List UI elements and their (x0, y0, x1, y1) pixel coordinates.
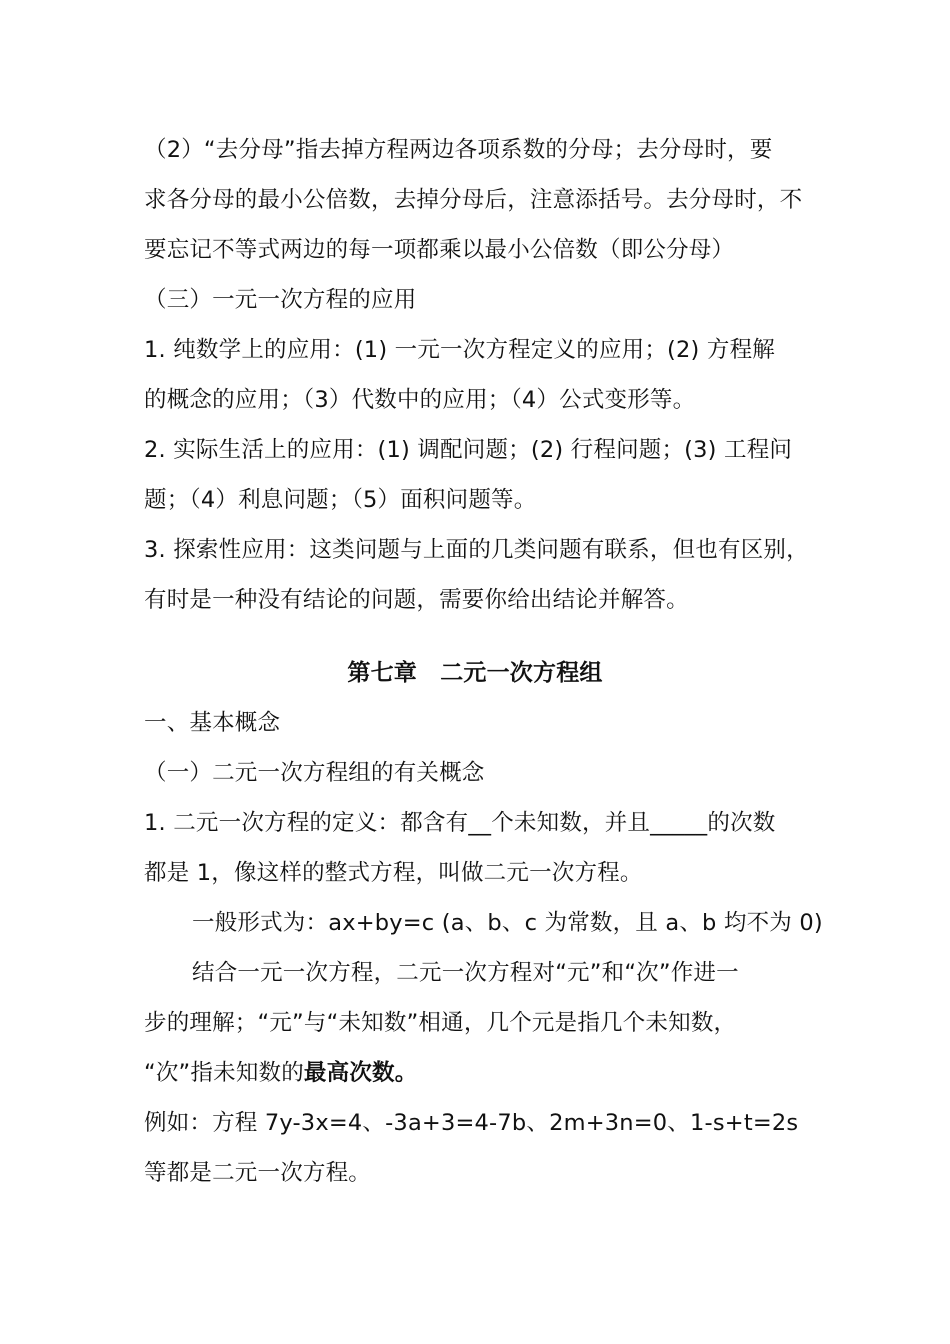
example-line: 例如：方程 7y-3x=4、-3a+3=4-7b、2m+3n=0、1-s+t=2s (144, 1110, 799, 1136)
explanation-line: 结合一元一次方程，二元一次方程对“元”和“次”作进一 (192, 960, 739, 986)
subsection-heading: （三）一元一次方程的应用 (144, 287, 417, 313)
section-title: 一、基本概念 (144, 710, 281, 736)
general-form-line: 一般形式为：ax+by=c (a、b、c 为常数，且 a、b 均不为 0) (192, 910, 823, 936)
paragraph-line: 2. 实际生活上的应用：(1) 调配问题；(2) 行程问题；(3) 工程问 (144, 437, 793, 463)
emphasis-text: 最高次数。 (303, 1060, 418, 1086)
paragraph-line: 3. 探索性应用：这类问题与上面的几类问题有联系，但也有区别， (144, 537, 809, 563)
definition-line: 1. 二元一次方程的定义：都含有__个未知数，并且_____的次数 (144, 810, 776, 836)
explanation-line: 步的理解；“元”与“未知数”相通，几个元是指几个未知数， (144, 1010, 737, 1036)
explanation-text: “次”指未知数的 (144, 1060, 304, 1086)
paragraph-line: 的概念的应用；（3）代数中的应用；（4）公式变形等。 (144, 387, 696, 413)
paragraph-line: 题；（4）利息问题；（5）面积问题等。 (144, 487, 537, 513)
explanation-line (144, 1058, 834, 1088)
example-line: 等都是二元一次方程。 (144, 1160, 372, 1186)
subsection-title: （一）二元一次方程组的有关概念 (144, 760, 485, 786)
paragraph-line: （2）“去分母”指去掉方程两边各项系数的分母；去分母时，要 (144, 137, 773, 163)
chapter-title: 第七章 二元一次方程组 (347, 660, 603, 686)
paragraph-line: 有时是一种没有结论的问题，需要你给出结论并解答。 (144, 587, 689, 613)
definition-line: 都是 1，像这样的整式方程，叫做二元一次方程。 (144, 860, 643, 886)
paragraph-line: 1. 纯数学上的应用：(1) 一元一次方程定义的应用；(2) 方程解 (144, 337, 775, 363)
paragraph-line: 要忘记不等式两边的每一项都乘以最小公倍数（即公分母） (144, 237, 735, 263)
paragraph-line: 求各分母的最小公倍数，去掉分母后，注意添括号。去分母时，不 (144, 187, 803, 213)
